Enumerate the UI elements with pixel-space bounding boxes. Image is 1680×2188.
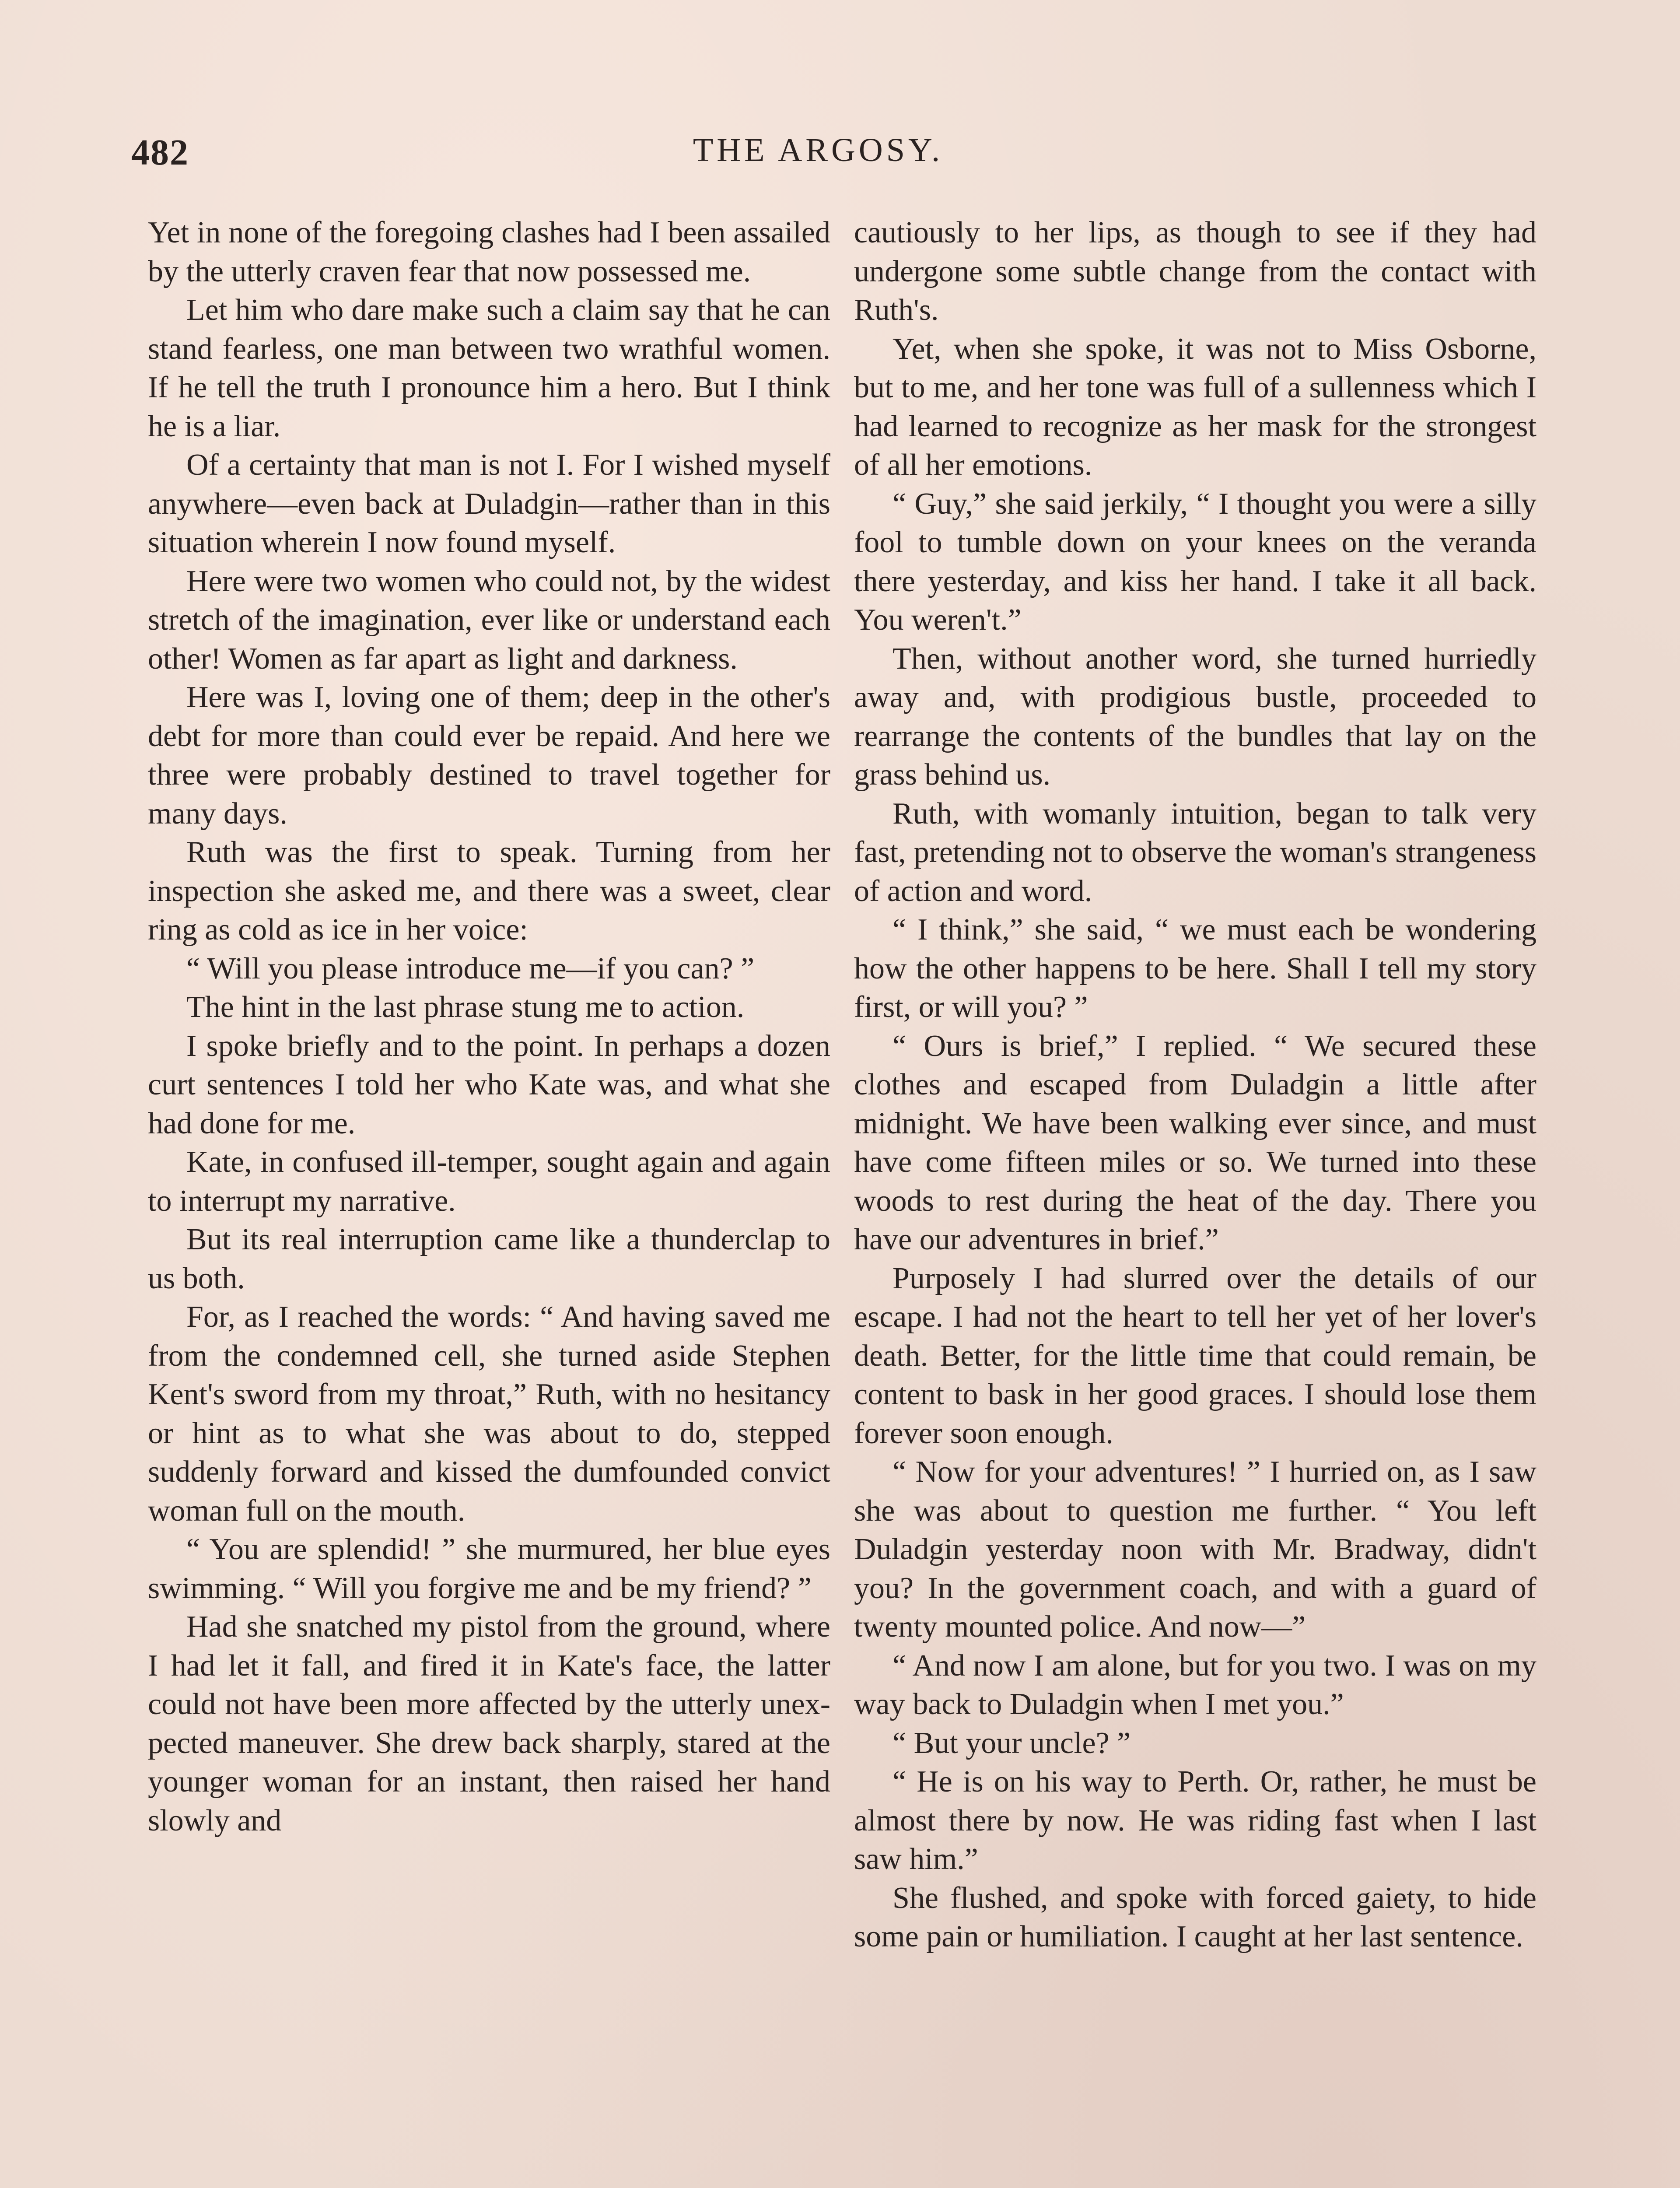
paragraph: Here was I, loving one of them; deep in the other's debt for more than could ever be repaid. And here we three were probably destined to travel together for many days. bbox=[148, 680, 830, 831]
left-column bbox=[148, 214, 830, 1840]
paragraph: cautiously to her lips, as though to see if they had undergone some subtle change from the contact with Ruth's. bbox=[854, 216, 1536, 327]
paragraph: Then, without another word, she turned hurriedly away and, with prodigious bustle, proceeded to rearrange the contents of the bundles that lay on the grass behind us. bbox=[854, 642, 1536, 792]
paragraph: “ And now I am alone, but for you two. I was on my way back to Duladgin when I met you.” bbox=[854, 1648, 1536, 1721]
paragraph: “ He is on his way to Perth. Or, rather, he must be almost there by now. He was riding fast when I last saw him.” bbox=[854, 1765, 1536, 1876]
right-column bbox=[854, 214, 1536, 1957]
paragraph: “ But your uncle? ” bbox=[892, 1726, 1131, 1760]
paragraph: Purposely I had slurred over the details of our escape. I had not the heart to tell her yet of her lover's death. Better, for the little time that could remain, be content to bask in her good graces. I should lose them forever soon enough. bbox=[854, 1261, 1536, 1450]
paragraph: Yet, when she spoke, it was not to Miss Osborne, but to me, and her tone was full of a sullenness which I had learned to recognize as her mask for the strongest of all her emotions. bbox=[854, 332, 1536, 482]
paragraph: But its real interruption came like a thunderclap to us both. bbox=[148, 1223, 830, 1295]
page-number: 482 bbox=[131, 132, 189, 173]
paragraph: Kate, in confused ill-temper, sought again and again to interrupt my narrative. bbox=[148, 1145, 830, 1218]
paragraph: Ruth, with womanly intuition, began to talk very fast, pretending not to observe the woman's strangeness of action and word. bbox=[854, 796, 1536, 908]
paragraph: “ You are splendid! ” she murmured, her blue eyes swimming. “ Will you forgive me and be my friend? ” bbox=[148, 1532, 830, 1605]
paragraph: For, as I reached the words: “ And having saved me from the condemned cell, she turned aside Stephen Kent's sword from my throat,” Ruth, with no hesitancy or hint as to what she was about to do, stepped suddenly forward and kissed the dumfounded convict woman full on the mouth. bbox=[148, 1300, 830, 1528]
paragraph: “ Ours is brief,” I replied. “ We secured these clothes and escaped from Duladgin a little after midnight. We have been walking ever since, and must have come fifteen miles or so. We turned into these woods to rest during the heat of the day. There you have our adventures in brief.” bbox=[854, 1029, 1536, 1256]
paragraph: Here were two women who could not, by the widest stretch of the imagination, ever like or understand each other! Women as far apart as light and darkness. bbox=[148, 564, 830, 676]
paragraph: “ Will you please introduce me—if you can? ” bbox=[186, 951, 755, 985]
paragraph: “ Now for your adventures! ” I hurried on, as I saw she was about to question me further. “ You left Duladgin yesterday noon with Mr. Bradway, didn't you? In the government coach, and with a guard of twenty mounted police. And now—” bbox=[854, 1455, 1536, 1644]
paragraph: The hint in the last phrase stung me to action. bbox=[186, 990, 745, 1024]
paragraph: Had she snatched my pistol from the ground, where I had let it fall, and fired it in Kate's face, the latter could not have been more affected by the utterly unexpected maneuver. She drew back sharply, stared at the younger woman for an instant, then raised her hand slowly and bbox=[148, 1610, 830, 1837]
paragraph: “ Guy,” she said jerkily, “ I thought you were a silly fool to tumble down on your knees on the veranda there yesterday, and kiss her hand. I take it all back. You weren't.” bbox=[854, 487, 1536, 637]
paragraph: Ruth was the first to speak. Turning from her inspection she asked me, and there was a sweet, clear ring as cold as ice in her voice: bbox=[148, 835, 830, 947]
running-title: THE ARGOSY. bbox=[693, 132, 944, 168]
paragraph: I spoke briefly and to the point. In perhaps a dozen curt sentences I told her who Kate was, and what she had done for me. bbox=[148, 1029, 830, 1140]
paragraph: Of a certainty that man is not I. For I wished myself anywhere—even back at Duladgin—rather than in this situation wherein I now found myself. bbox=[148, 448, 830, 559]
paragraph: “ I think,” she said, “ we must each be wondering how the other happens to be here. Shall I tell my story first, or will you? ” bbox=[854, 913, 1536, 1024]
paragraph: She flushed, and spoke with forced gaiety, to hide some pain or humiliation. I caught at her last sentence. bbox=[854, 1881, 1536, 1953]
page-header bbox=[131, 131, 1505, 179]
paragraph: Let him who dare make such a claim say that he can stand fearless, one man between two wrathful women. If he tell the truth I pronounce him a hero. But I think he is a liar. bbox=[148, 293, 830, 443]
paragraph: Yet in none of the foregoing clashes had I been assailed by the utterly craven fear that now possessed me. bbox=[148, 216, 830, 288]
